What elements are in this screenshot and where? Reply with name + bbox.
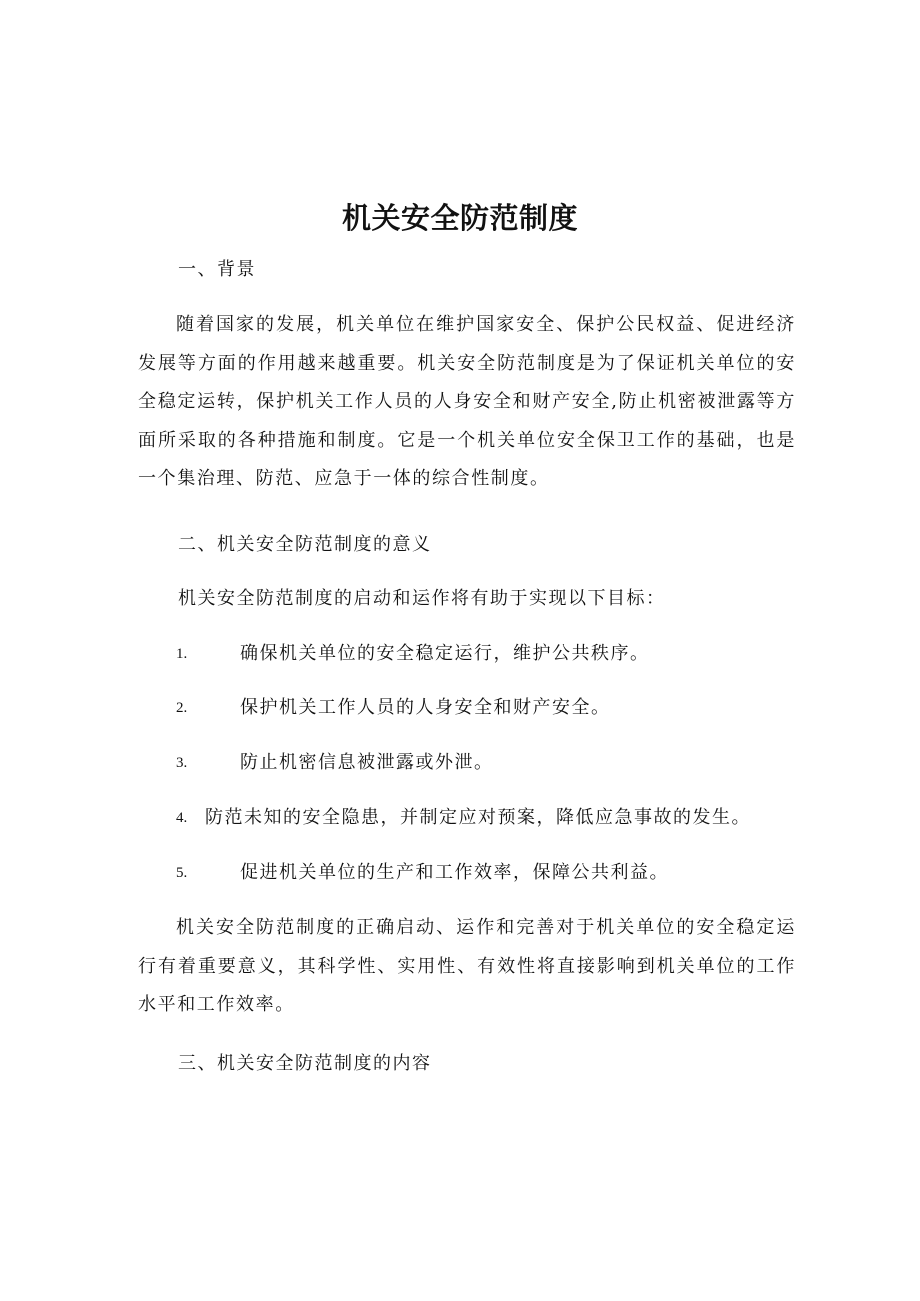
list-item-text: 防范未知的安全隐患，并制定应对预案，降低应急事故的发生。 [205,807,751,828]
list-item-text: 防止机密信息被泄露或外泄。 [240,752,494,773]
list-item-text: 促进机关单位的生产和工作效率，保障公共利益。 [240,862,669,883]
list-item-number: 2. [176,700,188,716]
list-item-text: 保护机关工作人员的人身安全和财产安全。 [240,697,611,718]
significance-intro: 机关安全防范制度的启动和运作将有助于实现以下目标： [178,588,666,609]
list-item-number: 4. [176,810,188,826]
significance-conclusion: 机关安全防范制度的正确启动、运作和完善对于机关单位的安全稳定运行有着重要意义，其科学性、实用性、有效性将直接影响到机关单位的工作水平和工作效率。 [138,917,796,1015]
background-paragraph: 随着国家的发展，机关单位在维护国家安全、保护公民权益、促进经济发展等方面的作用越来越重要。机关安全防范制度是为了保证机关单位的安全稳定运转，保护机关工作人员的人身安全和财产安全,防止机密被泄露等方面所采取的各种措施和制度。它是一个机关单位安全保卫工作的基础，也是一个集治理、防范、应急于一体的综合性制度。 [138,314,796,489]
list-item-number: 1. [176,646,188,662]
list-item-number: 5. [176,865,188,881]
section-heading-significance: 二、机关安全防范制度的意义 [178,534,432,555]
section-heading-background: 一、背景 [178,259,256,280]
list-item-number: 3. [176,755,188,771]
list-item-text: 确保机关单位的安全稳定运行，维护公共秩序。 [240,643,650,664]
document-title: 机关安全防范制度 [341,201,578,235]
section-heading-content: 三、机关安全防范制度的内容 [178,1053,432,1074]
